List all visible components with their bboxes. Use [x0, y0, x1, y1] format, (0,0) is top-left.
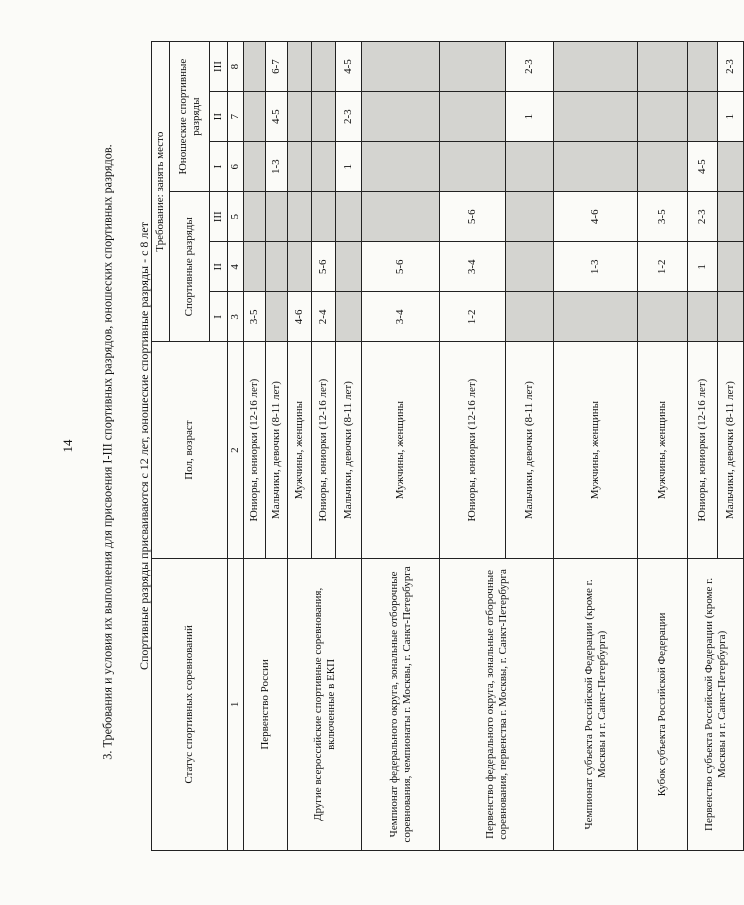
gender-age-cell: Мужчины, женщины — [362, 342, 440, 558]
competition-status: Чемпионат субъекта Российской Федерации (кроме г. Москвы и г. Санкт-Петербурга) — [554, 558, 638, 850]
page-number: 14 — [60, 439, 75, 453]
place-cell — [288, 42, 312, 92]
gender-age-cell: Юниоры, юниорки (12-16 лет) — [688, 342, 718, 558]
gender-age-cell: Мальчики, девочки (8-11 лет) — [718, 342, 744, 558]
column-number-3: 3 — [228, 292, 244, 342]
table-row — [362, 42, 440, 851]
place-cell — [554, 292, 638, 342]
place-cell — [554, 92, 638, 142]
place-cell: 3-5 — [638, 192, 688, 242]
table-row — [638, 42, 688, 851]
place-cell — [688, 92, 718, 142]
table-row — [688, 42, 718, 851]
column-number-4: 4 — [228, 242, 244, 292]
place-cell — [638, 142, 688, 192]
place-cell — [266, 292, 288, 342]
place-cell: 2-3 — [506, 42, 554, 92]
place-cell — [266, 242, 288, 292]
gender-age-cell: Мальчики, девочки (8-11 лет) — [266, 342, 288, 558]
place-cell: 1-3 — [266, 142, 288, 192]
section-heading: 3. Требования и условия их выполнения для присвоения I-III спортивных разрядов, юношеских спортивных разрядов. — [100, 144, 115, 760]
place-cell — [718, 142, 744, 192]
place-cell — [554, 142, 638, 192]
place-cell — [554, 42, 638, 92]
gender-age-cell: Юниоры, юниорки (12-16 лет) — [440, 342, 506, 558]
place-cell — [288, 92, 312, 142]
place-cell: 5-6 — [362, 242, 440, 292]
column-number-1: 1 — [228, 558, 244, 850]
competition-status: Кубок субъекта Российской Федерации — [638, 558, 688, 850]
place-cell: 4-5 — [266, 92, 288, 142]
place-cell: 4-5 — [336, 42, 362, 92]
place-cell — [288, 192, 312, 242]
place-cell: 2-3 — [688, 192, 718, 242]
requirements-table — [151, 41, 744, 851]
place-cell: 1 — [718, 92, 744, 142]
gender-age-cell: Мальчики, девочки (8-11 лет) — [506, 342, 554, 558]
place-cell: 3-5 — [244, 292, 266, 342]
table-row — [288, 42, 312, 851]
header-rank-2: II — [210, 242, 228, 292]
place-cell — [288, 142, 312, 192]
column-number-6: 6 — [228, 142, 244, 192]
place-cell — [244, 142, 266, 192]
place-cell — [312, 92, 336, 142]
place-cell — [312, 142, 336, 192]
competition-status: Первенство субъекта Российской Федерации (кроме г. Москвы и г. Санкт-Петербурга) — [688, 558, 744, 850]
place-cell — [362, 92, 440, 142]
place-cell: 1 — [336, 142, 362, 192]
place-cell: 4-6 — [288, 292, 312, 342]
header-sport-ranks: Спортивные разряды — [170, 192, 210, 342]
place-cell — [506, 192, 554, 242]
place-cell — [266, 192, 288, 242]
column-number-7: 7 — [228, 92, 244, 142]
place-cell — [288, 242, 312, 292]
table-row — [244, 42, 266, 851]
competition-status: Чемпионат федерального округа, зональные отборочные соревнования, чемпионаты г. Москвы, г. Санкт-Петербурга — [362, 558, 440, 850]
place-cell: 3-4 — [362, 292, 440, 342]
place-cell: 3-4 — [440, 242, 506, 292]
place-cell — [506, 292, 554, 342]
place-cell — [244, 42, 266, 92]
gender-age-cell: Мальчики, девочки (8-11 лет) — [336, 342, 362, 558]
place-cell — [244, 192, 266, 242]
header-youth-ranks: Юношеские спортивные разряды — [170, 42, 210, 192]
header-gender-age: Пол, возраст — [152, 342, 228, 558]
place-cell: 6-7 — [266, 42, 288, 92]
place-cell: 4-5 — [688, 142, 718, 192]
table-row — [554, 42, 638, 851]
gender-age-cell: Мужчины, женщины — [288, 342, 312, 558]
gender-age-cell: Юниоры, юниорки (12-16 лет) — [312, 342, 336, 558]
place-cell — [506, 142, 554, 192]
place-cell — [440, 142, 506, 192]
place-cell: 1-2 — [440, 292, 506, 342]
place-cell: 1 — [506, 92, 554, 142]
place-cell — [638, 292, 688, 342]
gender-age-cell: Мужчины, женщины — [638, 342, 688, 558]
place-cell: 5-6 — [440, 192, 506, 242]
table-row — [440, 42, 506, 851]
place-cell — [506, 242, 554, 292]
header-rank-1: I — [210, 292, 228, 342]
column-number-8: 8 — [228, 42, 244, 92]
header-requirement: Требование: занять место — [152, 42, 170, 342]
place-cell — [688, 42, 718, 92]
place-cell — [336, 192, 362, 242]
place-cell: 2-4 — [312, 292, 336, 342]
competition-status: Другие всероссийские спортивные соревнования, включенные в ЕКП — [288, 558, 362, 850]
place-cell — [440, 92, 506, 142]
header-rank-4: I — [210, 142, 228, 192]
place-cell — [638, 92, 688, 142]
place-cell: 1-2 — [638, 242, 688, 292]
place-cell — [362, 142, 440, 192]
place-cell: 2-3 — [718, 42, 744, 92]
competition-status: Первенство России — [244, 558, 288, 850]
rotated-table-container — [137, 41, 737, 851]
place-cell — [312, 192, 336, 242]
place-cell — [362, 42, 440, 92]
place-cell: 1-3 — [554, 242, 638, 292]
place-cell: 1 — [688, 242, 718, 292]
place-cell — [718, 192, 744, 242]
column-number-5: 5 — [228, 192, 244, 242]
gender-age-cell: Мужчины, женщины — [554, 342, 638, 558]
column-number-2: 2 — [228, 342, 244, 558]
place-cell: 2-3 — [336, 92, 362, 142]
gender-age-cell: Юниоры, юниорки (12-16 лет) — [244, 342, 266, 558]
place-cell — [362, 192, 440, 242]
rotated-table — [137, 41, 737, 851]
header-rank-5: II — [210, 92, 228, 142]
place-cell — [336, 292, 362, 342]
table-caption: Спортивные разряды присваиваются с 12 лет, юношеские спортивные разряды - с 8 лет — [137, 222, 151, 670]
header-rank-3: III — [210, 192, 228, 242]
place-cell — [336, 242, 362, 292]
place-cell — [244, 242, 266, 292]
header-rank-6: III — [210, 42, 228, 92]
place-cell — [688, 292, 718, 342]
place-cell — [638, 42, 688, 92]
competition-status: Первенство федерального округа, зональные отборочные соревнования, первенства г. Москвы, г. Санкт-Петербурга — [440, 558, 554, 850]
place-cell: 5-6 — [312, 242, 336, 292]
place-cell — [718, 292, 744, 342]
place-cell — [312, 42, 336, 92]
place-cell — [440, 42, 506, 92]
place-cell: 4-6 — [554, 192, 638, 242]
header-status: Статус спортивных соревнований — [152, 558, 228, 850]
place-cell — [718, 242, 744, 292]
place-cell — [244, 92, 266, 142]
